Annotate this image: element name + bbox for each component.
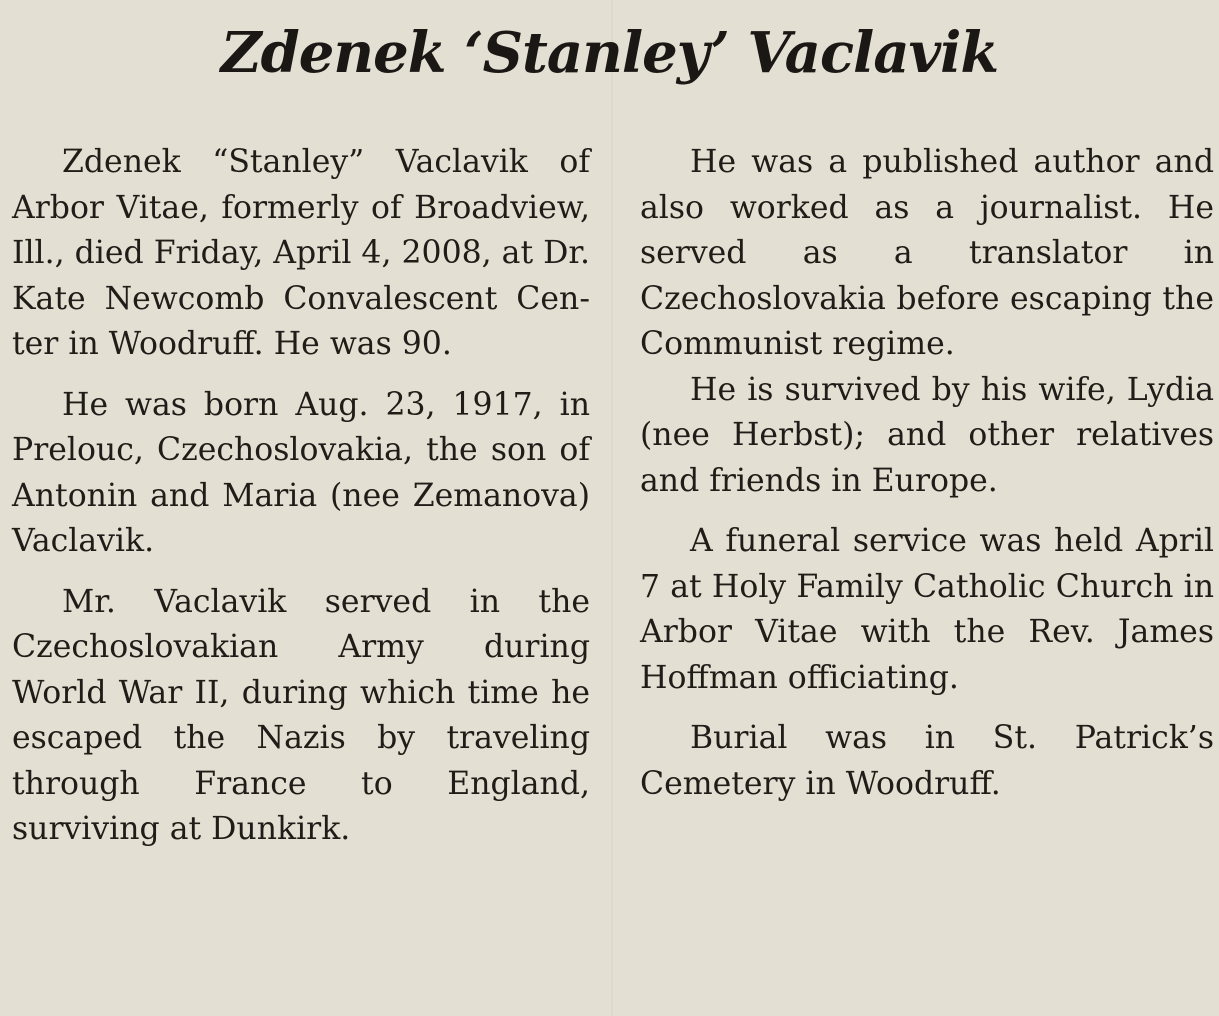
paragraph-survivors: He is survived by his wife, Lydia (nee Herbst); and other relatives and friends in Europe. (640, 371, 1214, 499)
paragraph-death-notice: Zdenek “Stanley” Vaclavik of Arbor Vitae, formerly of Broadview, Ill., died Friday, April 4, 2008, at Dr. Kate Newcomb Convalescent Center in Woodruff. He was 90. (12, 144, 590, 362)
paragraph-birth: He was born Aug. 23, 1917, in Prelouc, Czechoslovakia, the son of Antonin and Maria (nee Zemanova) Vaclavik. (12, 386, 590, 559)
obituary-headline: Zdenek ‘Stanley’ Vaclavik (220, 20, 999, 86)
paper-fold-line (611, 0, 613, 1016)
paragraph-military-service: Mr. Vaclavik served in the Czechoslovakian Army during World War II, during which time he escaped the Nazis by traveling through France to England, surviving at Dunkirk. (12, 583, 590, 847)
left-column (12, 140, 590, 853)
right-column (640, 140, 1214, 807)
paragraph-funeral-service: A funeral service was held April 7 at Holy Family Catholic Church in Arbor Vitae with the Rev. James Hoffman officiating. (640, 523, 1214, 696)
paragraph-career: He was a published author and also worked as a journalist. He served as a translator in Czechoslovakia before escaping the Communist regime. (640, 144, 1214, 362)
paragraph-burial: Burial was in St. Patrick’s Cemetery in Woodruff. (640, 720, 1214, 802)
